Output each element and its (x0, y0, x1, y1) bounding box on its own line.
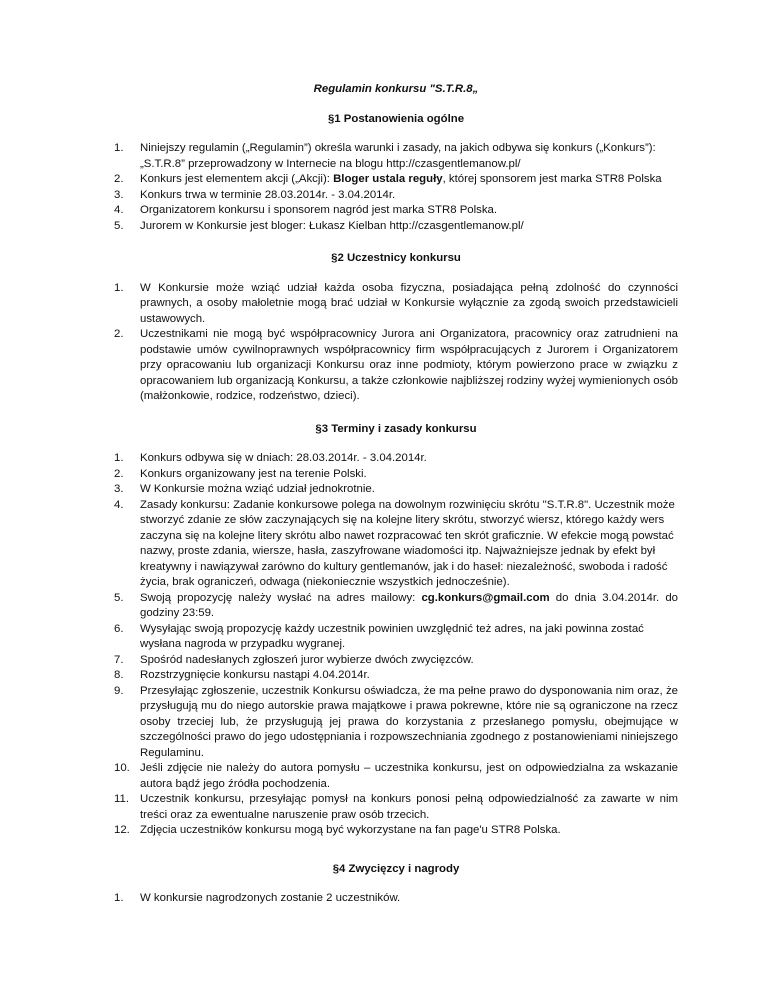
item-number: 9. (114, 684, 124, 697)
document-title: Regulamin konkursu "S.T.R.8„ (313, 83, 479, 95)
section-list (114, 141, 678, 234)
section-list (114, 451, 678, 839)
item-text: Niniejszy regulamin („Regulamin”) określa warunki i zasady, na jakich odbywa się konkurs („Konkurs”): „S.T.R.8” przeprowadzony w Internecie na blogu http://czasgentlemanow.pl/ (140, 142, 656, 170)
list-item (114, 219, 678, 235)
list-item (114, 823, 678, 839)
list-item (114, 467, 678, 483)
item-number: 3. (114, 483, 124, 495)
item-number: 7. (114, 653, 124, 666)
section-heading: §2 Uczestnicy konkursu (331, 252, 461, 264)
section-heading: §3 Terminy i zasady konkursu (315, 422, 477, 435)
item-number: 3. (114, 188, 124, 201)
section-3-terms-and-rules (114, 422, 678, 839)
list-item (114, 172, 678, 188)
item-text: Konkurs jest elementem akcji („Akcji): (140, 173, 334, 185)
item-number: 1. (114, 142, 124, 154)
section-4-winners-and-prizes (114, 862, 678, 907)
item-number: 6. (114, 622, 124, 635)
item-number: 5. (114, 219, 124, 232)
item-text: Uczestnik konkursu, przesyłając pomysł na konkurs ponosi pełną odpowiedzialność za zawarte w nim treści oraz za ewentualne naruszenie praw osób trzecich. (140, 793, 678, 821)
item-text: Przesyłając zgłoszenie, uczestnik Konkursu oświadcza, że ma pełne prawo do dysponowania nim oraz, że przysługują mu do niego autorskie prawa majątkowe i prawa pokrewne, które nie są ograniczone na rzecz osoby trzeciej lub, że przysługują jej prawa do korzystania z przesłanego pomysłu, obejmujące w szczególności prawo do jego udostępniania i rozpowszechniania zgodnego z postanowieniami niniejszego Regulaminu. (140, 684, 678, 759)
list-item (114, 141, 678, 172)
section-list (114, 891, 678, 907)
item-number: 8. (114, 669, 124, 681)
campaign-name: Bloger ustala reguły (333, 173, 443, 185)
item-text: , której sponsorem jest marka STR8 Polska (442, 173, 662, 185)
list-item (114, 281, 678, 328)
item-text: Konkurs organizowany jest na terenie Polski. (140, 467, 367, 480)
list-item (114, 761, 678, 792)
contest-email-link[interactable]: cg.konkurs@gmail.com (421, 591, 550, 604)
item-number: 11. (114, 793, 129, 805)
item-text: Wysyłając swoją propozycję każdy uczestnik powinien uwzględnić też adres, na jaki powinna zostać wysłana nagroda w przypadku wygranej. (140, 622, 644, 650)
item-number: 12. (114, 824, 130, 836)
section-2-participants (114, 251, 678, 405)
item-number: 1. (114, 452, 124, 464)
item-text: Rozstrzygnięcie konkursu nastąpi 4.04.2014r. (140, 669, 370, 681)
item-number: 2. (114, 467, 124, 480)
list-item (114, 482, 678, 498)
item-text: do dnia 3.04.2014r. do godziny 23:59. (140, 591, 678, 619)
list-item (114, 891, 678, 907)
item-number: 10. (114, 762, 130, 774)
item-text: Konkurs odbywa się w dniach: 28.03.2014r. - 3.04.2014r. (140, 452, 427, 464)
list-item (114, 668, 678, 684)
item-number: 4. (114, 204, 124, 216)
list-item (114, 591, 678, 622)
item-number: 2. (114, 173, 124, 185)
list-item (114, 451, 678, 467)
item-text: W Konkursie można wziąć udział jednokrotnie. (140, 483, 375, 495)
item-text: Konkurs trwa w terminie 28.03.2014r. - 3.04.2014r. (140, 188, 396, 201)
list-item (114, 327, 678, 405)
item-text: Jurorem w Konkursie jest bloger: Łukasz Kielban http://czasgentlemanow.pl/ (140, 219, 524, 232)
section-1-general-provisions (114, 112, 678, 235)
item-number: 1. (114, 281, 124, 294)
item-text: Uczestnikami nie mogą być współpracownicy Jurora ani Organizatora, pracownicy oraz zatrudnieni na podstawie umów cywilnoprawnych współpracownicy firm współpracujących z Jurorem i Organizatorem przy opracowaniu lub organizacji Konkursu oraz inne podmioty, którym powierzono prace w związku z opracowaniem lub organizacją Konkursu, a także członkowie najbliższej rodziny wyżej wymienionych osób (małżonkowie, rodzice, rodzeństwo, dzieci). (140, 328, 678, 402)
item-text: Swoją propozycję należy wysłać na adres mailowy: (140, 591, 422, 604)
item-number: 5. (114, 591, 124, 604)
list-item (114, 622, 678, 653)
section-heading: §1 Postanowienia ogólne (327, 112, 465, 125)
list-item (114, 653, 678, 669)
list-item (114, 498, 678, 591)
item-text: Zasady konkursu: Zadanie konkursowe polega na dowolnym rozwinięciu skrótu "S.T.R.8". Uczestnik może stworzyć zdanie ze słów zaczynających się na kolejne litery skrótu, stworzyć wiersz, którego każdy wers zaczyna się na kolejne litery skrótu albo nawet rozpracować ten skrót graficznie. W efekcie mogą powstać nazwy, proste zdania, wiersze, hasła, zaszyfrowane wiadomości itp. Najważniejsze jednak by efekt był kreatywny i nawiązywał zarówno do kultury gentlemanów, jak i do haseł: niezależność, swoboda i radość życia, brak ograniczeń, odwaga (niekoniecznie wszystkich jednocześnie). (140, 498, 675, 588)
list-item (114, 203, 678, 219)
item-text: W konkursie nagrodzonych zostanie 2 uczestników. (140, 892, 401, 904)
item-text: Jeśli zdjęcie nie należy do autora pomysłu – uczestnika konkursu, jest on odpowiedzialna za wskazanie autora bądź jego źródła pochodzenia. (140, 762, 678, 790)
section-heading: §4 Zwycięzcy i nagrody (332, 862, 460, 875)
item-text: Spośród nadesłanych zgłoszeń juror wybierze dwóch zwycięzców. (140, 653, 474, 666)
document-page (114, 82, 678, 924)
item-number: 1. (114, 892, 124, 904)
list-item (114, 684, 678, 762)
item-text: Zdjęcia uczestników konkursu mogą być wykorzystane na fan page'u STR8 Polska. (140, 824, 561, 836)
item-text: W Konkursie może wziąć udział każda osoba fizyczna, posiadająca pełną zdolność do czynności prawnych, a osoby małoletnie mogą brać udział w Konkursie wyłącznie za zgodą swoich przedstawicieli ustawowych. (140, 281, 678, 325)
item-number: 2. (114, 328, 124, 340)
list-item (114, 188, 678, 204)
list-item (114, 792, 678, 823)
item-text: Organizatorem konkursu i sponsorem nagród jest marka STR8 Polska. (140, 204, 498, 216)
item-number: 4. (114, 498, 124, 511)
section-list (114, 281, 678, 405)
